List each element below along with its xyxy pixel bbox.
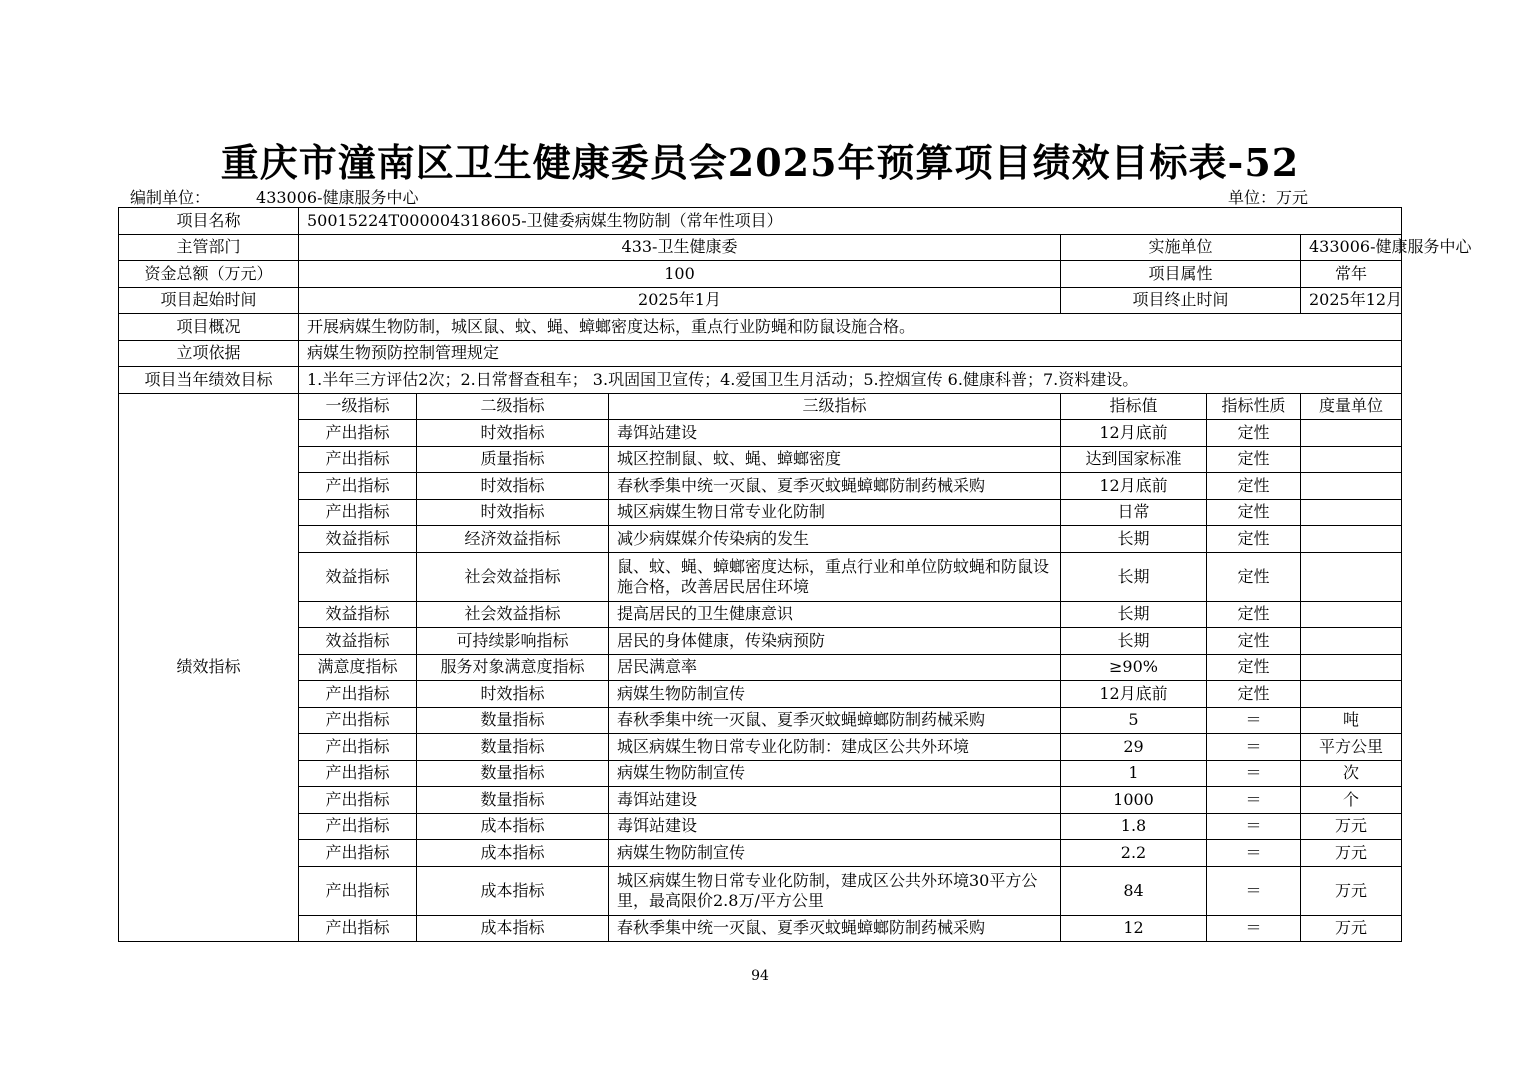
indicator-value-cell: 29	[1061, 734, 1207, 761]
indicator-unit-cell: 万元	[1301, 915, 1402, 942]
row-period	[119, 287, 1402, 314]
indicator-nature-cell: 定性	[1207, 526, 1301, 553]
table-row	[119, 526, 1402, 553]
preparing-unit-label: 编制单位：	[130, 188, 211, 207]
indicator-level1-cell: 效益指标	[299, 628, 417, 655]
header-nature: 指标性质	[1207, 393, 1301, 420]
table-body	[119, 208, 1472, 942]
header-level1: 一级指标	[299, 393, 417, 420]
indicator-level2-cell: 可持续影响指标	[417, 628, 609, 655]
indicator-nature-cell: 定性	[1207, 681, 1301, 708]
indicator-nature-cell: 定性	[1207, 446, 1301, 473]
table-row	[119, 813, 1402, 840]
overview-value: 开展病媒生物防制，城区鼠、蚊、蝇、蟑螂密度达标，重点行业防蝇和防鼠设施合格。	[299, 314, 1402, 341]
indicator-unit-cell: 万元	[1301, 840, 1402, 867]
indicator-level3-cell: 居民满意率	[609, 654, 1061, 681]
indicator-nature-cell: 定性	[1207, 628, 1301, 655]
header-value: 指标值	[1061, 393, 1207, 420]
table-row	[119, 552, 1402, 601]
indicator-level1-cell: 产出指标	[299, 473, 417, 500]
indicator-unit-cell	[1301, 526, 1402, 553]
indicator-level3-cell: 鼠、蚊、蝇、蟑螂密度达标，重点行业和单位防蚊蝇和防鼠设施合格，改善居民居住环境	[609, 552, 1061, 601]
indicator-level3-cell: 病媒生物防制宣传	[609, 681, 1061, 708]
indicator-level3-cell: 毒饵站建设	[609, 813, 1061, 840]
performance-target-table	[118, 207, 1472, 942]
indicator-level2-cell: 数量指标	[417, 707, 609, 734]
end-label: 项目终止时间	[1061, 287, 1301, 314]
row-basis	[119, 340, 1402, 367]
indicator-level3-cell: 城区病媒生物日常专业化防制，建成区公共外环境30平方公里，最高限价2.8万/平方公里	[609, 866, 1061, 915]
indicator-level1-cell: 效益指标	[299, 601, 417, 628]
indicator-level2-cell: 时效指标	[417, 499, 609, 526]
indicator-value-cell: 长期	[1061, 601, 1207, 628]
table-row	[119, 840, 1402, 867]
indicator-level2-cell: 成本指标	[417, 915, 609, 942]
page-number: 94	[751, 968, 769, 984]
indicator-level1-cell: 产出指标	[299, 760, 417, 787]
indicator-level2-cell: 数量指标	[417, 787, 609, 814]
indicator-level1-cell: 满意度指标	[299, 654, 417, 681]
row-overview	[119, 314, 1402, 341]
table-row	[119, 915, 1402, 942]
indicator-nature-cell: ＝	[1207, 787, 1301, 814]
indicator-nature-cell: ＝	[1207, 813, 1301, 840]
indicator-unit-cell	[1301, 473, 1402, 500]
indicator-value-cell: 12月底前	[1061, 420, 1207, 447]
currency-unit: 单位：万元	[1228, 188, 1309, 207]
indicator-value-cell: 84	[1061, 866, 1207, 915]
end-value: 2025年12月	[1301, 287, 1402, 314]
header-level2: 二级指标	[417, 393, 609, 420]
indicator-level1-cell: 产出指标	[299, 499, 417, 526]
indicator-level1-cell: 产出指标	[299, 681, 417, 708]
indicator-value-cell: ≥90%	[1061, 654, 1207, 681]
indicator-level1-cell: 产出指标	[299, 787, 417, 814]
basis-value: 病媒生物预防控制管理规定	[299, 340, 1402, 367]
indicator-value-cell: 12月底前	[1061, 681, 1207, 708]
indicator-level3-cell: 病媒生物防制宣传	[609, 760, 1061, 787]
indicator-level2-cell: 服务对象满意度指标	[417, 654, 609, 681]
indicator-nature-cell: ＝	[1207, 915, 1301, 942]
indicator-unit-cell	[1301, 499, 1402, 526]
indicator-level1-cell: 产出指标	[299, 813, 417, 840]
goal-value: 1.半年三方评估2次；2.日常督查租车； 3.巩固国卫宣传；4.爱国卫生月活动；5.控烟宣传 6.健康科普；7.资料建设。	[299, 367, 1402, 394]
table-row	[119, 628, 1402, 655]
indicator-value-cell: 1	[1061, 760, 1207, 787]
indicator-level2-cell: 成本指标	[417, 840, 609, 867]
fund-label: 资金总额（万元）	[119, 261, 299, 288]
table-row	[119, 420, 1402, 447]
indicator-level2-cell: 社会效益指标	[417, 601, 609, 628]
indicator-unit-cell: 万元	[1301, 866, 1402, 915]
indicator-level3-cell: 减少病媒媒介传染病的发生	[609, 526, 1061, 553]
indicator-unit-cell	[1301, 628, 1402, 655]
indicator-level1-cell: 产出指标	[299, 734, 417, 761]
indicator-header-row	[119, 393, 1402, 420]
indicator-nature-cell: 定性	[1207, 654, 1301, 681]
indicator-nature-cell: ＝	[1207, 840, 1301, 867]
row-project-name	[119, 208, 1402, 235]
indicator-level3-cell: 毒饵站建设	[609, 420, 1061, 447]
indicator-level2-cell: 质量指标	[417, 446, 609, 473]
indicator-nature-cell: 定性	[1207, 499, 1301, 526]
indicator-nature-cell: ＝	[1207, 866, 1301, 915]
attr-label: 项目属性	[1061, 261, 1301, 288]
indicator-level3-cell: 城区控制鼠、蚊、蝇、蟑螂密度	[609, 446, 1061, 473]
basis-label: 立项依据	[119, 340, 299, 367]
table-row	[119, 707, 1402, 734]
header-unit: 度量单位	[1301, 393, 1402, 420]
table-row	[119, 866, 1402, 915]
indicator-unit-cell	[1301, 420, 1402, 447]
indicator-level3-cell: 居民的身体健康，传染病预防	[609, 628, 1061, 655]
indicator-level1-cell: 产出指标	[299, 866, 417, 915]
indicator-nature-cell: 定性	[1207, 601, 1301, 628]
page-title: 重庆市潼南区卫生健康委员会2025年预算项目绩效目标表-52	[220, 140, 1300, 185]
dept-label: 主管部门	[119, 234, 299, 261]
table-row	[119, 760, 1402, 787]
indicator-unit-cell	[1301, 552, 1402, 601]
indicator-level2-cell: 数量指标	[417, 734, 609, 761]
indicator-value-cell: 12	[1061, 915, 1207, 942]
indicator-section-label: 绩效指标	[119, 393, 299, 942]
indicator-level1-cell: 效益指标	[299, 526, 417, 553]
indicator-unit-cell: 万元	[1301, 813, 1402, 840]
indicator-level2-cell: 数量指标	[417, 760, 609, 787]
indicator-unit-cell: 吨	[1301, 707, 1402, 734]
indicator-value-cell: 长期	[1061, 526, 1207, 553]
indicator-level3-cell: 春秋季集中统一灭鼠、夏季灭蚊蝇蟑螂防制药械采购	[609, 707, 1061, 734]
indicator-unit-cell	[1301, 601, 1402, 628]
indicator-nature-cell: 定性	[1207, 473, 1301, 500]
indicator-nature-cell: 定性	[1207, 420, 1301, 447]
table-row	[119, 787, 1402, 814]
table-row	[119, 601, 1402, 628]
indicator-value-cell: 5	[1061, 707, 1207, 734]
table-row	[119, 734, 1402, 761]
indicator-unit-cell: 平方公里	[1301, 734, 1402, 761]
start-value: 2025年1月	[299, 287, 1061, 314]
indicator-value-cell: 1.8	[1061, 813, 1207, 840]
indicator-value-cell: 1000	[1061, 787, 1207, 814]
fund-value: 100	[299, 261, 1061, 288]
indicator-level2-cell: 成本指标	[417, 866, 609, 915]
indicator-level3-cell: 春秋季集中统一灭鼠、夏季灭蚊蝇蟑螂防制药械采购	[609, 915, 1061, 942]
indicator-value-cell: 日常	[1061, 499, 1207, 526]
preparing-unit	[130, 185, 419, 208]
impl-label: 实施单位	[1061, 234, 1301, 261]
indicator-level1-cell: 产出指标	[299, 446, 417, 473]
indicator-level3-cell: 城区病媒生物日常专业化防制	[609, 499, 1061, 526]
preparing-unit-value: 433006-健康服务中心	[256, 188, 419, 207]
indicator-level2-cell: 经济效益指标	[417, 526, 609, 553]
indicator-unit-cell	[1301, 681, 1402, 708]
indicator-nature-cell: ＝	[1207, 707, 1301, 734]
row-annual-goal	[119, 367, 1402, 394]
indicator-level2-cell: 时效指标	[417, 473, 609, 500]
indicator-level3-cell: 毒饵站建设	[609, 787, 1061, 814]
dept-value: 433-卫生健康委	[299, 234, 1061, 261]
overview-label: 项目概况	[119, 314, 299, 341]
table-row	[119, 654, 1402, 681]
table-row	[119, 473, 1402, 500]
indicator-level3-cell: 春秋季集中统一灭鼠、夏季灭蚊蝇蟑螂防制药械采购	[609, 473, 1061, 500]
indicator-level3-cell: 提高居民的卫生健康意识	[609, 601, 1061, 628]
project-name-value: 50015224T000004318605-卫健委病媒生物防制（常年性项目）	[299, 208, 1402, 235]
row-department	[119, 234, 1402, 261]
indicator-unit-cell: 次	[1301, 760, 1402, 787]
impl-value: 433006-健康服务中心	[1301, 234, 1402, 261]
indicator-value-cell: 达到国家标准	[1061, 446, 1207, 473]
start-label: 项目起始时间	[119, 287, 299, 314]
indicator-nature-cell: ＝	[1207, 760, 1301, 787]
indicator-level1-cell: 产出指标	[299, 840, 417, 867]
table-row	[119, 499, 1402, 526]
indicator-level1-cell: 效益指标	[299, 552, 417, 601]
indicator-value-cell: 12月底前	[1061, 473, 1207, 500]
goal-label: 项目当年绩效目标	[119, 367, 299, 394]
indicator-level2-cell: 社会效益指标	[417, 552, 609, 601]
indicator-unit-cell: 个	[1301, 787, 1402, 814]
indicator-level1-cell: 产出指标	[299, 420, 417, 447]
indicator-level1-cell: 产出指标	[299, 707, 417, 734]
attr-value: 常年	[1301, 261, 1402, 288]
project-name-label: 项目名称	[119, 208, 299, 235]
indicator-level3-cell: 病媒生物防制宣传	[609, 840, 1061, 867]
indicator-level2-cell: 时效指标	[417, 420, 609, 447]
indicator-unit-cell	[1301, 446, 1402, 473]
indicator-value-cell: 长期	[1061, 552, 1207, 601]
header-level3: 三级指标	[609, 393, 1061, 420]
indicator-level2-cell: 时效指标	[417, 681, 609, 708]
row-fund	[119, 261, 1402, 288]
indicator-level2-cell: 成本指标	[417, 813, 609, 840]
indicator-unit-cell	[1301, 654, 1402, 681]
indicator-level1-cell: 产出指标	[299, 915, 417, 942]
indicator-nature-cell: ＝	[1207, 734, 1301, 761]
table-row	[119, 446, 1402, 473]
indicator-nature-cell: 定性	[1207, 552, 1301, 601]
indicator-value-cell: 2.2	[1061, 840, 1207, 867]
table-row	[119, 681, 1402, 708]
indicator-level3-cell: 城区病媒生物日常专业化防制：建成区公共外环境	[609, 734, 1061, 761]
indicator-value-cell: 长期	[1061, 628, 1207, 655]
